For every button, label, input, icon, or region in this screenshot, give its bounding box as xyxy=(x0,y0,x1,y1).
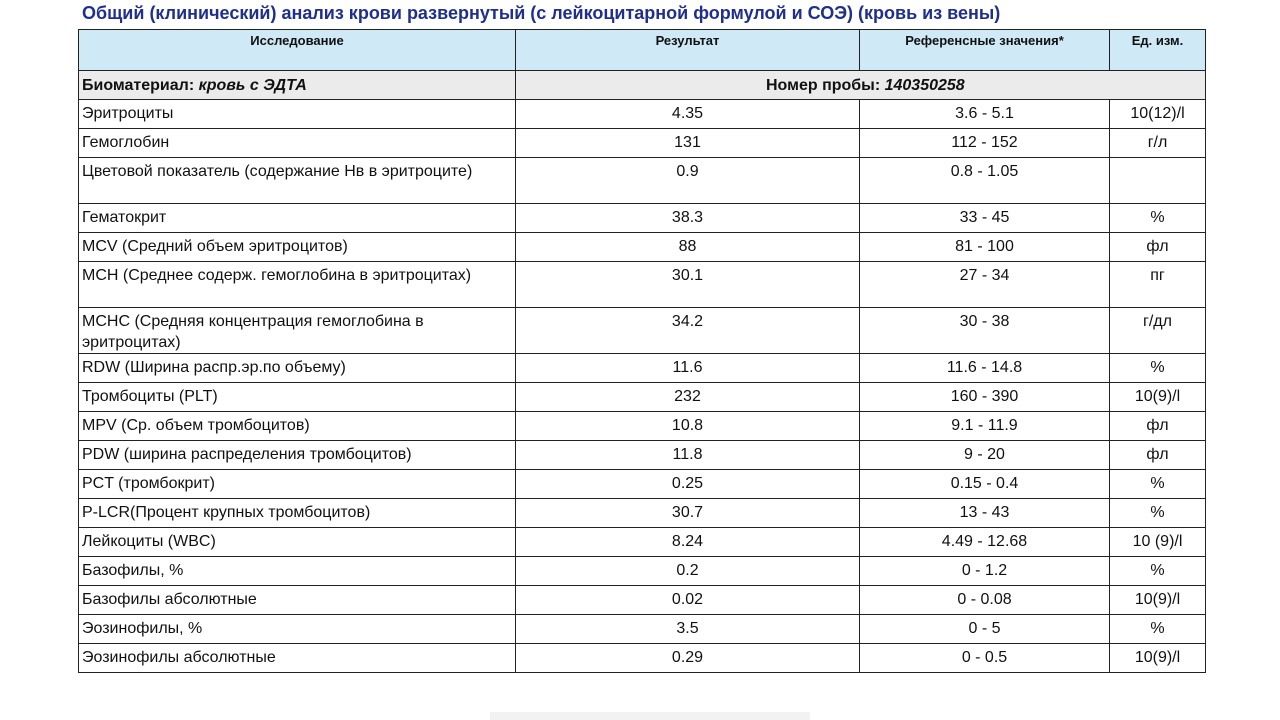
reference-range-cell: 0 - 0.5 xyxy=(860,644,1110,673)
test-name-cell: MCH (Среднее содерж. гемоглобина в эритроцитах) xyxy=(79,262,516,308)
table-row xyxy=(79,470,1206,499)
table-row xyxy=(79,308,1206,354)
unit-cell: % xyxy=(1110,615,1206,644)
unit-cell: 10(9)/l xyxy=(1110,383,1206,412)
table-row xyxy=(79,129,1206,158)
reference-range-cell: 4.49 - 12.68 xyxy=(860,528,1110,557)
result-cell: 8.24 xyxy=(516,528,860,557)
unit-cell: пг xyxy=(1110,262,1206,308)
unit-cell: 10(9)/l xyxy=(1110,586,1206,615)
table-row xyxy=(79,262,1206,308)
reference-range-cell: 81 - 100 xyxy=(860,233,1110,262)
header-result: Результат xyxy=(516,30,860,71)
reference-range-cell: 9 - 20 xyxy=(860,441,1110,470)
test-name-cell: PDW (ширина распределения тромбоцитов) xyxy=(79,441,516,470)
table-row xyxy=(79,644,1206,673)
header-reference: Референсные значения* xyxy=(860,30,1110,71)
unit-cell: 10 (9)/l xyxy=(1110,528,1206,557)
table-row xyxy=(79,354,1206,383)
unit-cell xyxy=(1110,158,1206,204)
table-row xyxy=(79,204,1206,233)
result-cell: 232 xyxy=(516,383,860,412)
result-cell: 0.02 xyxy=(516,586,860,615)
table-row xyxy=(79,412,1206,441)
reference-range-cell: 0 - 0.08 xyxy=(860,586,1110,615)
unit-cell: % xyxy=(1110,354,1206,383)
result-cell: 88 xyxy=(516,233,860,262)
biomaterial-label: Биоматериал: xyxy=(82,77,195,94)
test-name-cell: Гематокрит xyxy=(79,204,516,233)
test-name-cell: PCT (тромбокрит) xyxy=(79,470,516,499)
result-cell: 0.2 xyxy=(516,557,860,586)
reference-range-cell: 33 - 45 xyxy=(860,204,1110,233)
unit-cell: % xyxy=(1110,470,1206,499)
unit-cell: 10(12)/l xyxy=(1110,100,1206,129)
table-row xyxy=(79,100,1206,129)
table-row xyxy=(79,233,1206,262)
reference-range-cell: 9.1 - 11.9 xyxy=(860,412,1110,441)
result-cell: 0.29 xyxy=(516,644,860,673)
result-cell: 38.3 xyxy=(516,204,860,233)
table-row xyxy=(79,441,1206,470)
table-row xyxy=(79,557,1206,586)
reference-range-cell: 27 - 34 xyxy=(860,262,1110,308)
test-name-cell: Базофилы абсолютные xyxy=(79,586,516,615)
result-cell: 11.8 xyxy=(516,441,860,470)
biomaterial-value: кровь с ЭДТА xyxy=(198,77,307,94)
test-name-cell: Тромбоциты (PLT) xyxy=(79,383,516,412)
unit-cell: г/дл xyxy=(1110,308,1206,354)
results-table xyxy=(78,29,1206,673)
reference-range-cell: 30 - 38 xyxy=(860,308,1110,354)
test-name-cell: Эозинофилы абсолютные xyxy=(79,644,516,673)
table-row xyxy=(79,499,1206,528)
test-name-cell: Эритроциты xyxy=(79,100,516,129)
test-name-cell: P-LCR(Процент крупных тромбоцитов) xyxy=(79,499,516,528)
test-name-cell: Эозинофилы, % xyxy=(79,615,516,644)
biomaterial-row xyxy=(79,71,1206,100)
unit-cell: фл xyxy=(1110,441,1206,470)
table-header-row xyxy=(79,30,1206,71)
result-cell: 0.25 xyxy=(516,470,860,499)
result-cell: 0.9 xyxy=(516,158,860,204)
result-cell: 4.35 xyxy=(516,100,860,129)
reference-range-cell: 0 - 5 xyxy=(860,615,1110,644)
sample-number: 140350258 xyxy=(884,77,965,94)
test-name-cell: Гемоглобин xyxy=(79,129,516,158)
result-cell: 131 xyxy=(516,129,860,158)
reference-range-cell: 3.6 - 5.1 xyxy=(860,100,1110,129)
table-row xyxy=(79,158,1206,204)
result-cell: 30.7 xyxy=(516,499,860,528)
test-name-cell: MPV (Ср. объем тромбоцитов) xyxy=(79,412,516,441)
reference-range-cell: 0.15 - 0.4 xyxy=(860,470,1110,499)
reference-range-cell: 11.6 - 14.8 xyxy=(860,354,1110,383)
header-test: Исследование xyxy=(79,30,516,71)
header-unit: Ед. изм. xyxy=(1110,30,1206,71)
test-name-cell: Базофилы, % xyxy=(79,557,516,586)
unit-cell: г/л xyxy=(1110,129,1206,158)
biomaterial-cell xyxy=(79,71,516,100)
unit-cell: % xyxy=(1110,557,1206,586)
result-cell: 3.5 xyxy=(516,615,860,644)
faint-next-page-mark xyxy=(490,712,810,720)
result-cell: 11.6 xyxy=(516,354,860,383)
unit-cell: % xyxy=(1110,204,1206,233)
unit-cell: фл xyxy=(1110,412,1206,441)
table-row xyxy=(79,383,1206,412)
unit-cell: % xyxy=(1110,499,1206,528)
reference-range-cell: 160 - 390 xyxy=(860,383,1110,412)
unit-cell: 10(9)/l xyxy=(1110,644,1206,673)
test-name-cell: MCHC (Средняя концентрация гемоглобина в эритроцитах) xyxy=(79,308,516,354)
table-row xyxy=(79,586,1206,615)
reference-range-cell: 112 - 152 xyxy=(860,129,1110,158)
test-name-cell: Цветовой показатель (содержание Нв в эритроците) xyxy=(79,158,516,204)
table-row xyxy=(79,528,1206,557)
result-cell: 30.1 xyxy=(516,262,860,308)
result-cell: 34.2 xyxy=(516,308,860,354)
test-name-cell: RDW (Ширина распр.эр.по объему) xyxy=(79,354,516,383)
reference-range-cell: 0.8 - 1.05 xyxy=(860,158,1110,204)
sample-cell xyxy=(516,71,1206,100)
test-name-cell: Лейкоциты (WBC) xyxy=(79,528,516,557)
unit-cell: фл xyxy=(1110,233,1206,262)
reference-range-cell: 0 - 1.2 xyxy=(860,557,1110,586)
result-cell: 10.8 xyxy=(516,412,860,441)
table-row xyxy=(79,615,1206,644)
document-title: Общий (клинический) анализ крови развернутый (с лейкоцитарной формулой и СОЭ) (кровь из вены) xyxy=(82,3,1001,23)
sample-label: Номер пробы: xyxy=(766,77,881,94)
reference-range-cell: 13 - 43 xyxy=(860,499,1110,528)
test-name-cell: MCV (Средний объем эритроцитов) xyxy=(79,233,516,262)
